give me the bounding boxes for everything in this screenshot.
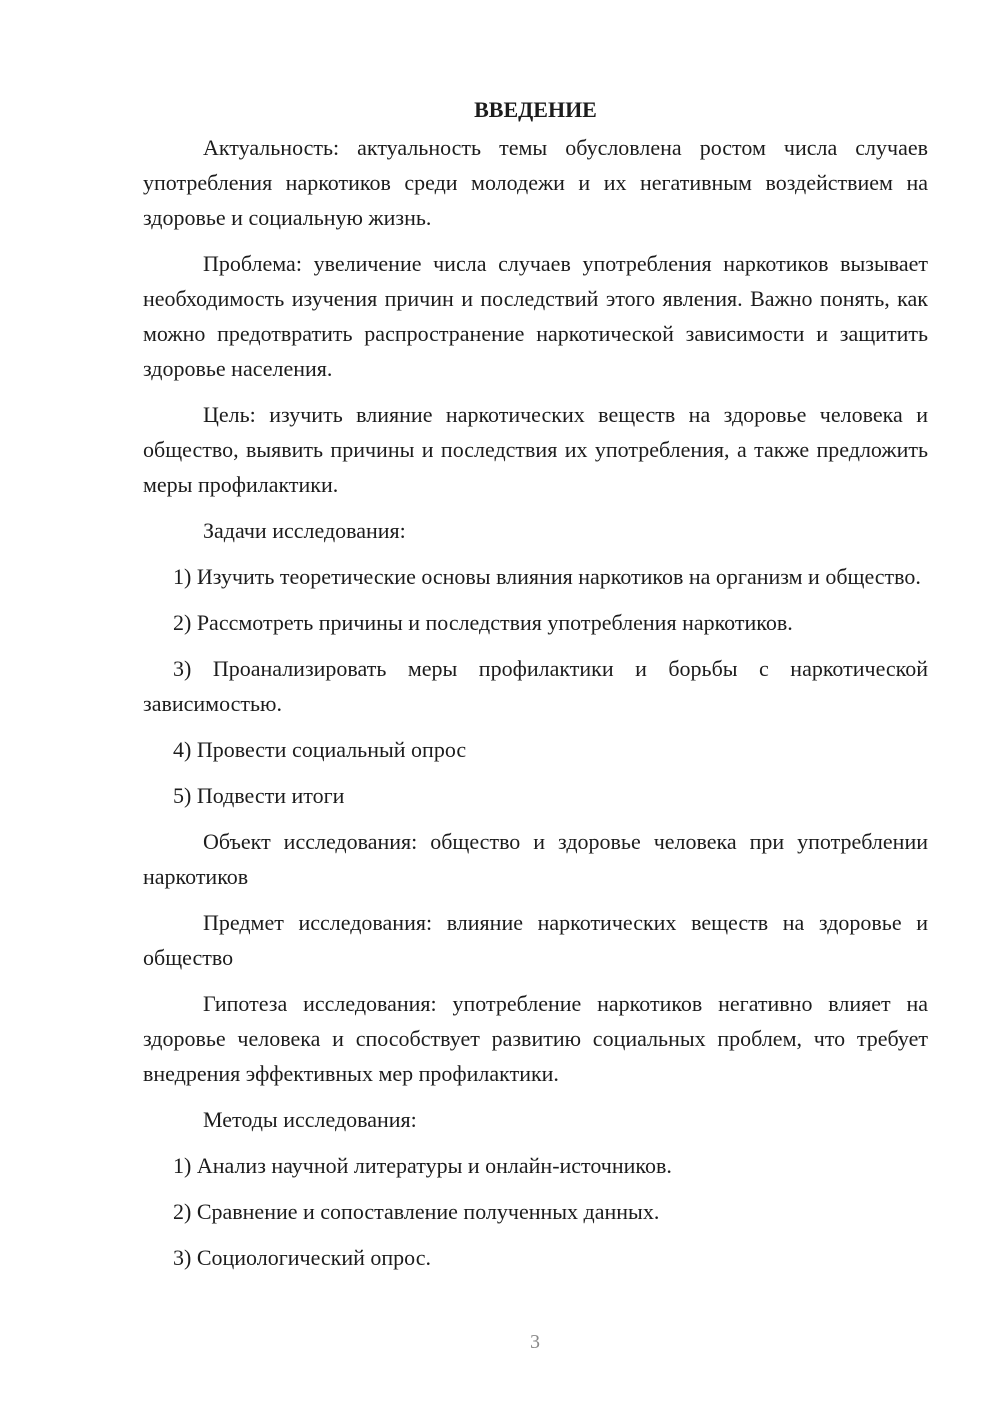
tasks-heading: Задачи исследования: <box>203 518 406 543</box>
methods-heading: Методы исследования: <box>203 1107 417 1132</box>
subject-paragraph: Предмет исследования: влияние наркотических веществ на здоровье и общество <box>143 910 928 970</box>
task-item: 1) Изучить теоретические основы влияния наркотиков на организм и общество. <box>173 564 921 589</box>
task-item: 3) Проанализировать меры профилактики и борьбы с наркотической зависимостью. <box>143 656 928 716</box>
relevance-paragraph: Актуальность: актуальность темы обусловлена ростом числа случаев употребления наркотиков среди молодежи и их негативным воздействием на здоровье и социальную жизнь. <box>143 135 928 230</box>
problem-paragraph: Проблема: увеличение числа случаев употребления наркотиков вызывает необходимость изучения причин и последствий этого явления. Важно понять, как можно предотвратить распространение наркотической зависимости и защитить здоровье населения. <box>143 251 928 381</box>
method-item: 2) Сравнение и сопоставление полученных данных. <box>173 1199 660 1224</box>
hypothesis-paragraph: Гипотеза исследования: употребление наркотиков негативно влияет на здоровье человека и способствует развитию социальных проблем, что требует внедрения эффективных мер профилактики. <box>143 991 928 1086</box>
section-heading: ВВЕДЕНИЕ <box>474 97 597 122</box>
object-paragraph: Объект исследования: общество и здоровье человека при употреблении наркотиков <box>143 829 928 889</box>
method-item: 1) Анализ научной литературы и онлайн-источников. <box>173 1153 672 1178</box>
page-content <box>143 92 928 1286</box>
goal-paragraph: Цель: изучить влияние наркотических веществ на здоровье человека и общество, выявить причины и последствия их употребления, а также предложить меры профилактики. <box>143 402 928 497</box>
task-item: 4) Провести социальный опрос <box>173 737 467 762</box>
task-item: 2) Рассмотреть причины и последствия употребления наркотиков. <box>173 610 793 635</box>
page-number: 3 <box>530 1331 540 1353</box>
task-item: 5) Подвести итоги <box>173 783 345 808</box>
method-item: 3) Социологический опрос. <box>173 1245 431 1270</box>
